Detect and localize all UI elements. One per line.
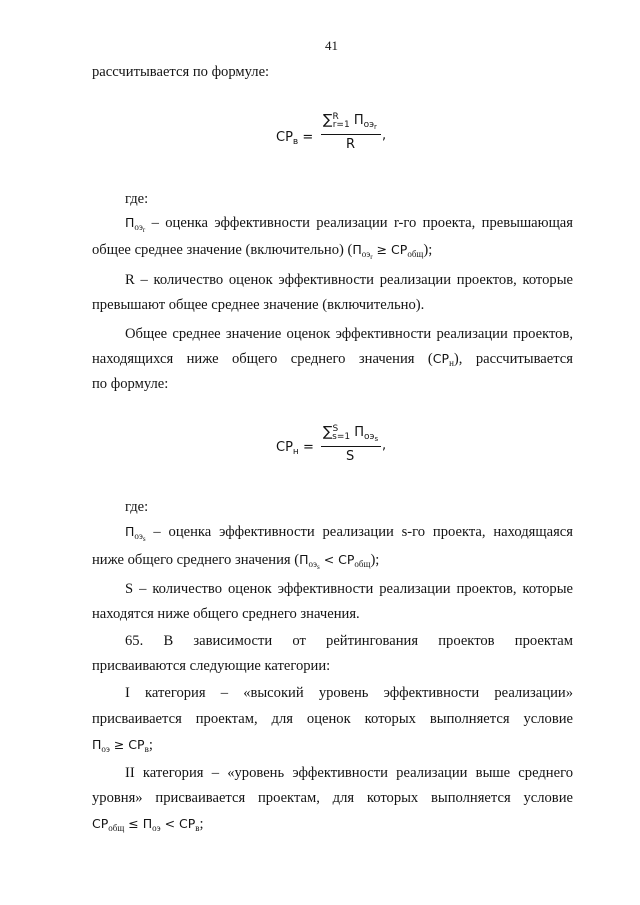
- formula2-numerator: ∑$^S_{s=1}$ $П_{оэ_s}$: [323, 424, 379, 443]
- def2-line1: R – количество оценок эффективности реализации проектов, которые: [125, 272, 573, 288]
- def3-line2: ниже общего среднего значения $(П_{оэ_s} < CP_{общ})$;: [92, 552, 380, 571]
- item65-line2: присваиваются следующие категории:: [92, 658, 331, 674]
- para-low-line1: Общее среднее значение оценок эффективности реализации проектов,: [125, 326, 573, 342]
- cat2-line1: II категория – «уровень эффективности реализации выше среднего: [125, 765, 573, 781]
- cat1-line1: I категория – «высокий уровень эффективности реализации»: [125, 685, 573, 701]
- para-low-line2: находящихся ниже общего среднего значения $(CP_н)$, рассчитывается: [92, 351, 573, 368]
- cat1-condition: $П_{оэ} \ge CP_в$;: [92, 737, 153, 754]
- def4-line1: S – количество оценок эффективности реализации проектов, которые: [125, 581, 573, 597]
- formula1-comma: ,: [382, 128, 387, 143]
- item65-line1: 65. В зависимости от рейтингования проектов проектам: [125, 633, 573, 649]
- where-label-2: где:: [125, 499, 149, 515]
- formula2-denominator: S: [346, 449, 355, 464]
- def1-line1: $П_{оэ_r}$ – оценка эффективности реализации r-го проекта, превышающая: [125, 215, 573, 234]
- para-low-line3: по формуле:: [92, 376, 169, 392]
- formula1-numerator: ∑$^R_{r=1}$ $П_{оэ_r}$: [323, 112, 377, 131]
- page-number: 41: [325, 38, 338, 53]
- def4-line2: находятся ниже общего среднего значения.: [92, 606, 360, 622]
- cat2-line2: уровня» присваивается проектам, для которых выполняется условие: [92, 790, 573, 806]
- def1-line2: общее среднее значение (включительно) $(П_{оэ_r} \ge CP_{общ})$;: [92, 242, 433, 261]
- formula1-denominator: R: [346, 137, 356, 152]
- where-label-1: где:: [125, 191, 149, 207]
- formula2-comma: ,: [382, 438, 387, 453]
- intro-line: рассчитывается по формуле:: [92, 64, 270, 80]
- formula2-fraction-bar: [321, 446, 381, 447]
- cat2-condition: $CP_{общ} \le П_{оэ} < CP_в$;: [92, 816, 204, 833]
- def3-line1: $П_{оэ_s}$ – оценка эффективности реализации s-го проекта, находящаяся: [125, 524, 573, 543]
- formula1-lhs: $CP_в$ =: [276, 130, 314, 147]
- def2-line2: превышают общее среднее значение (включительно).: [92, 297, 425, 313]
- formula2-lhs: $CP_н$ =: [276, 440, 314, 457]
- cat1-line2: присваивается проектам, для оценок которых выполняется условие: [92, 711, 573, 727]
